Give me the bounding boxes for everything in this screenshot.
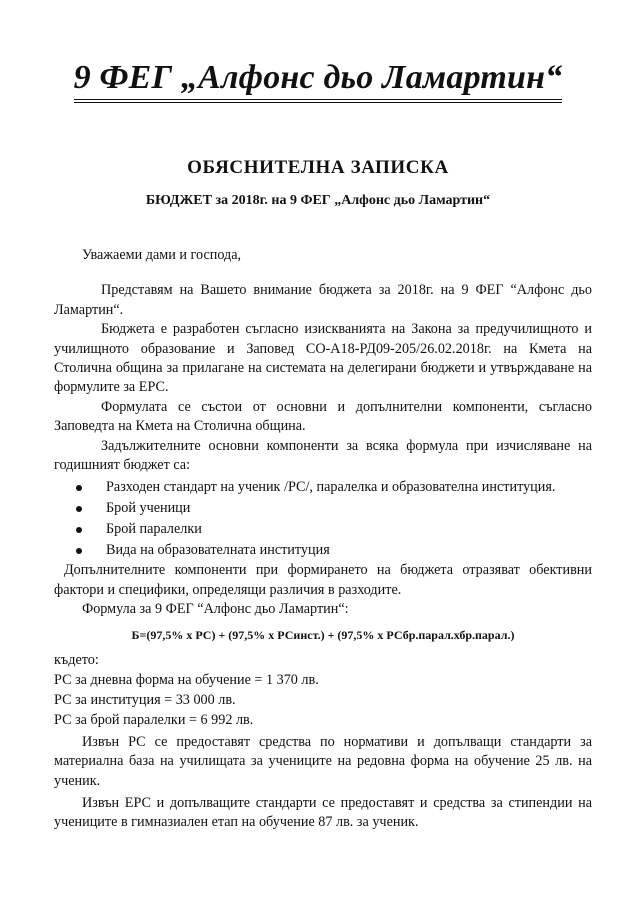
where-label: където: (54, 651, 99, 668)
document-heading: ОБЯСНИТЕЛНА ЗАПИСКА (187, 157, 449, 178)
bullet-icon (76, 485, 82, 491)
paragraph-scholarships: Извън ЕРС и допълващите стандарти се предоставят и средства за стипендии на учениците в гимназиален етап на обучение 87 лв. за ученик. (54, 794, 592, 831)
formula-intro: Формула за 9 ФЕГ “Алфонс дьо Ламартин“: (82, 601, 349, 618)
greeting: Уважаеми дами и господа, (82, 247, 242, 263)
budget-formula: Б=(97,5% х РС) + (97,5% х РСинст.) + (97,5% х РСбр.парал.хбр.парал.) (131, 627, 515, 642)
standard-daily-form: РС за дневна форма на обучение = 1 370 лв. (54, 671, 319, 688)
paragraph-formula-components: Формулата се състои от основни и допълнителни компоненти, съгласно Заповедта на Кмета на Столична община. (54, 398, 592, 435)
school-title-text: 9 ФЕГ „Алфонс дьо Ламартин“ (74, 58, 563, 103)
list-item: Разходен стандарт на ученик /РС/, паралелка и образователна институция. (54, 477, 592, 498)
bullet-icon (76, 527, 82, 533)
document-subheading: БЮДЖЕТ за 2018г. на 9 ФЕГ „Алфонс дьо Ламартин“ (145, 193, 491, 208)
document-body (54, 246, 592, 833)
list-item: Брой ученици (54, 498, 592, 519)
school-title (0, 58, 636, 103)
paragraph-additional-components: Допълнителните компоненти при формирането на бюджета отразяват обективни фактори и специфики, определящи различия в разходите. (54, 562, 592, 598)
paragraph-mandatory-components: Задължителните основни компоненти за всяка формула при изчисляване на годишният бюджет са: (54, 437, 592, 474)
paragraph-intro: Представям на Вашето внимание бюджета за 2018г. на 9 ФЕГ “Алфонс дьо Ламартин“. (54, 282, 592, 318)
standard-institution: РС за институция = 33 000 лв. (54, 691, 236, 708)
list-item: Брой паралелки (54, 519, 592, 540)
components-list (54, 477, 592, 561)
paragraph-material-base: Извън РС се предоставят средства по нормативи и допълващи стандарти за материална база на училищата за учениците на редовна форма на обучение 25 лв. на ученик. (54, 733, 592, 789)
standard-classes: РС за брой паралелки = 6 992 лв. (54, 711, 254, 728)
list-item: Вида на образователната институция (54, 540, 592, 561)
bullet-icon (76, 548, 82, 554)
bullet-icon (76, 506, 82, 512)
paragraph-legal-basis: Бюджета е разработен съгласно изискванията на Закона за предучилищното и училищното образование и Заповед СО-А18-РД09-205/26.02.2018г. на Кмета на Столична община за прилагане на системата на делегирани бюджети и утвърждаване на формулите за ЕРС. (54, 321, 592, 396)
